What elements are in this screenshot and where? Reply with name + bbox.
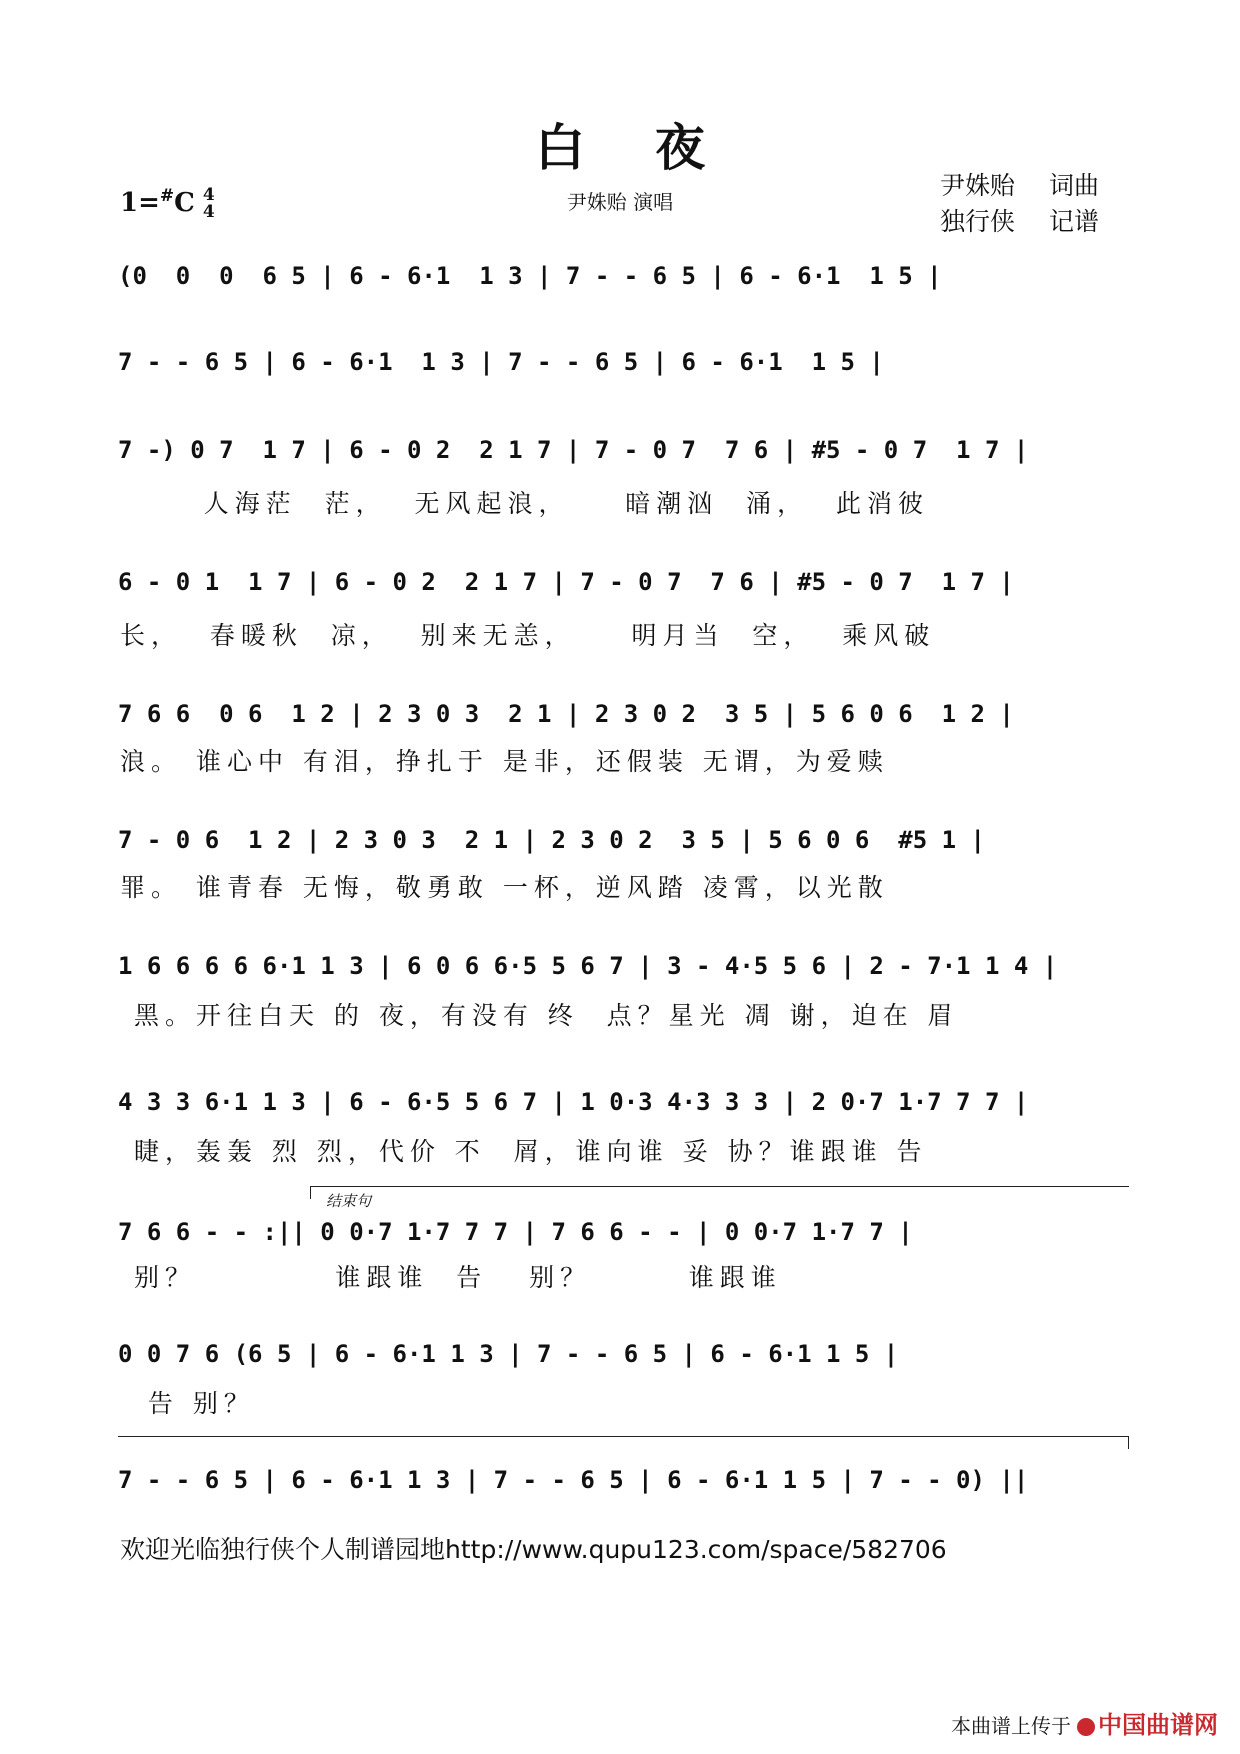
upload-text: 本曲谱上传于 <box>951 1714 1071 1738</box>
time-signature <box>203 187 215 221</box>
lyric-row-3: 人海茫 茫， 无风起浪， 暗潮汹 涌， 此消彼 <box>120 489 930 518</box>
time-signature-top: 4 <box>202 185 215 205</box>
credit-line-2 <box>940 204 1099 240</box>
credit-name: 尹姝贻 <box>940 171 1016 200</box>
credit-line-1 <box>940 168 1099 204</box>
site-brand: 中国曲谱网 <box>1098 1711 1218 1739</box>
notation-row-6: 7 - 0 6 1 2 | 2 3 0 3 2 1 | 2 3 0 2 3 5 | 5 6 0 6 #5 1 | <box>118 826 985 854</box>
notation-row-7: 1 6 6 6 6 6·1 1 3 | 6 0 6 6·5 5 6 7 | 3 - 4·5 5 6 | 2 - 7·1 1 4 | <box>118 952 1058 980</box>
lyric-row-8: 睫，轰轰 烈 烈，代价 不 屑，谁向谁 妥 协？谁跟谁 告 <box>120 1137 928 1166</box>
lyric-row-4: 长， 春暖秋 凉， 别来无恙， 明月当 空， 乘风破 <box>120 621 936 650</box>
song-title: 白夜 <box>535 118 775 177</box>
notation-row-2: 7 - - 6 5 | 6 - 6·1 1 3 | 7 - - 6 5 | 6 - 6·1 1 5 | <box>118 348 884 376</box>
notation-row-4: 6 - 0 1 1 7 | 6 - 0 2 2 1 7 | 7 - 0 7 7 6 | #5 - 0 7 1 7 | <box>118 568 1014 596</box>
credit-role: 词曲 <box>1049 171 1100 200</box>
notation-row-10: 0 0 7 6 (6 5 | 6 - 6·1 1 3 | 7 - - 6 5 | 6 - 6·1 1 5 | <box>118 1340 899 1368</box>
ending-label: 结束句 <box>326 1192 372 1210</box>
singer-credit: 尹姝贻 演唱 <box>566 190 674 214</box>
notation-row-5: 7 6 6 0 6 1 2 | 2 3 0 3 2 1 | 2 3 0 2 3 5 | 5 6 0 6 1 2 | <box>118 700 1014 728</box>
notation-row-8: 4 3 3 6·1 1 3 | 6 - 6·5 5 6 7 | 1 0·3 4·3 3 3 | 2 0·7 1·7 7 7 | <box>118 1088 1029 1116</box>
time-signature-bottom: 4 <box>202 202 215 222</box>
site-logo-icon <box>1077 1718 1095 1736</box>
lyric-row-5: 浪。 谁心中 有泪，挣扎于 是非，还假装 无谓，为爱赎 <box>120 747 889 776</box>
key-sharp: # <box>159 186 175 206</box>
website-footer: 欢迎光临独行侠个人制谱园地http://www.qupu123.com/space/582706 <box>120 1535 947 1564</box>
notation-row-11: 7 - - 6 5 | 6 - 6·1 1 3 | 7 - - 6 5 | 6 - 6·1 1 5 | 7 - - 0) || <box>118 1466 1029 1494</box>
lyric-row-6: 罪。 谁青春 无悔，敬勇敢 一杯，逆风踏 凌霄，以光散 <box>120 873 889 902</box>
lyric-row-7: 黑。开往白天 的 夜，有没有 终 点？星光 凋 谢，迫在 眉 <box>120 1001 959 1030</box>
upload-credit <box>951 1705 1218 1740</box>
key-signature <box>120 186 215 221</box>
ending-bracket <box>310 1186 1129 1199</box>
notation-row-3: 7 -) 0 7 1 7 | 6 - 0 2 2 1 7 | 7 - 0 7 7 6 | #5 - 0 7 1 7 | <box>118 436 1029 464</box>
lyric-row-9: 别？ 谁跟谁 告 别？ 谁跟谁 <box>120 1263 782 1292</box>
lyric-row-10: 告 别？ <box>120 1389 255 1418</box>
composer-credits <box>940 168 1099 240</box>
notation-row-9: 7 6 6 - - :|| 0 0·7 1·7 7 7 | 7 6 6 - - | 0 0·7 1·7 7 | <box>118 1218 913 1246</box>
credit-name: 独行侠 <box>940 207 1016 236</box>
coda-bracket <box>118 1436 1129 1449</box>
key-prefix: 1= <box>120 188 160 218</box>
credit-role: 记谱 <box>1049 207 1100 236</box>
key-tonic: C <box>174 188 195 218</box>
notation-row-1: (0 0 0 6 5 | 6 - 6·1 1 3 | 7 - - 6 5 | 6 - 6·1 1 5 | <box>118 262 942 290</box>
